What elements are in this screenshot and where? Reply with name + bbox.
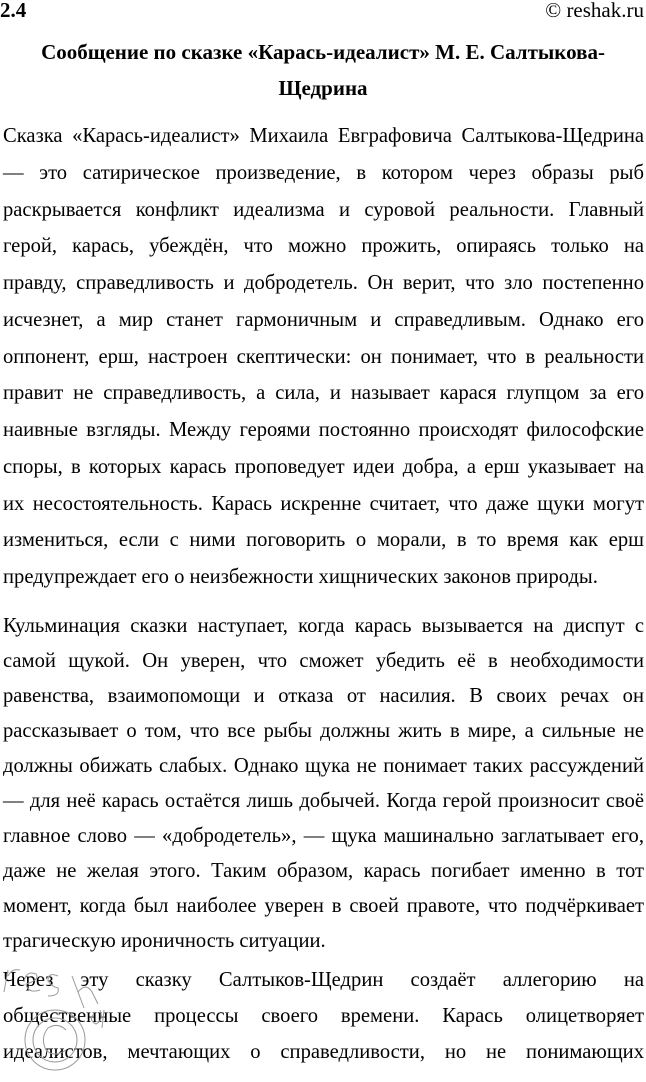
title-line-1: Сообщение по сказке «Карась-идеалист» М. Е. Салтыкова-: [41, 40, 605, 64]
text-line: их несостоятельность. Карась искренне считает, что даже щуки могут: [3, 492, 644, 515]
text-line: момент, когда был наиболее уверен в своей правоте, что подчёркивает: [3, 895, 644, 917]
text-line: трагическую ироничность ситуации.: [3, 930, 326, 952]
text-line: идеалистов, мечтающих о справедливости, но не понимающих: [3, 1041, 644, 1063]
title-line-2: Щедрина: [278, 76, 368, 100]
text-line: — это сатирическое произведение, в котором через образы рыб: [3, 161, 644, 184]
text-line: предупреждает его о неизбежности хищнических законов природы.: [3, 566, 598, 588]
text-line: оппонент, ерш, настроен скептически: он понимает, что в реальности: [3, 345, 644, 368]
text-line: наивные взгляды. Между героями постоянно происходят философские: [3, 419, 644, 441]
text-line: должны обижать слабых. Однако щука не понимает таких рассуждений: [3, 755, 644, 777]
text-line: измениться, если с ними поговорить о морали, в то время как ерш: [3, 529, 644, 552]
text-line: равенства, взаимопомощи и отказа от насилия. В своих речах он: [3, 685, 644, 707]
text-line: — для неё карась остаётся лишь добычей. Когда герой произносит своё: [3, 790, 644, 812]
text-line: Через эту сказку Салтыков-Щедрин создаёт аллегорию на: [3, 969, 644, 991]
text-line: исчезнет, а мир станет гармоничным и справедливым. Однако его: [3, 308, 644, 331]
text-line: главное слово — «добродетель», — щука машинально заглатывает его,: [3, 825, 644, 847]
text-line: Сказка «Карась-идеалист» Михаила Евграфовича Салтыкова-Щедрина: [3, 125, 644, 147]
text-line: общественные процессы своего времени. Карась олицетворяет: [3, 1005, 644, 1027]
task-number: 2.4: [0, 0, 27, 22]
copyright-label: © reshak.ru: [545, 0, 644, 22]
paragraph-2: [3, 609, 644, 959]
paragraph-1: [3, 118, 644, 596]
text-line: правду, справедливость и добродетель. Он верит, что зло постепенно: [3, 272, 644, 294]
text-line: правит не справедливость, а сила, и называет карася глупцом за его: [3, 382, 644, 405]
text-line: самой щукой. Он уверен, что сможет убедить её в необходимости: [3, 650, 644, 672]
text-line: герой, карась, убеждён, что можно прожить, опираясь только на: [3, 235, 644, 258]
text-line: раскрывается конфликт идеализма и суровой реальности. Главный: [3, 198, 644, 221]
text-line: рассказывает о том, что все рыбы должны жить в мире, а сильные не: [3, 720, 644, 742]
text-line: споры, в которых карась проповедует идеи добра, а ерш указывает на: [3, 455, 644, 478]
paragraph-3: [3, 962, 644, 1070]
text-line: даже не желая этого. Таким образом, карась погибает именно в тот: [3, 860, 644, 882]
text-line: Кульминация сказки наступает, когда карась вызывается на диспут с: [3, 615, 644, 637]
